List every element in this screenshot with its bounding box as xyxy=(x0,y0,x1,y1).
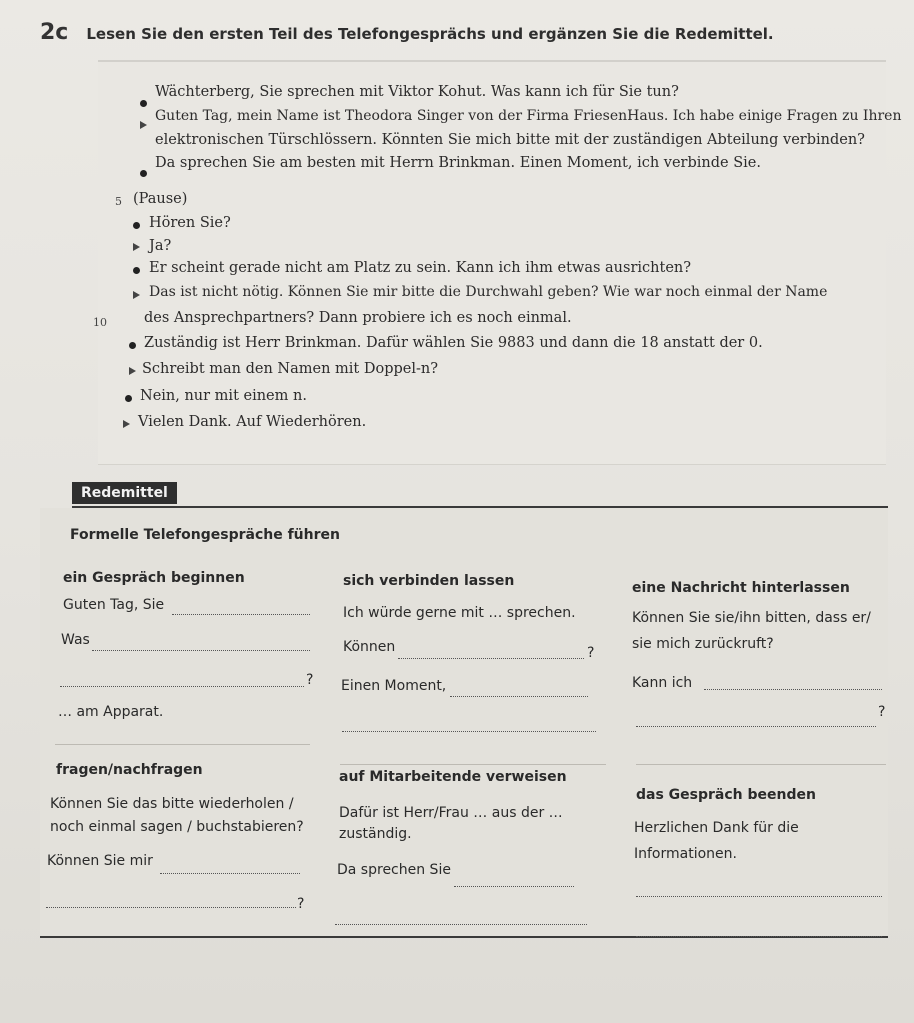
phrase-kann-ich: Kann ich xyxy=(632,675,693,691)
redemittel-rule xyxy=(72,506,888,508)
blank-line[interactable] xyxy=(450,696,588,697)
dialog-line: Ja? xyxy=(149,238,172,254)
phrase-dank-1: Herzlichen Dank für die xyxy=(634,820,799,836)
col1-heading-ask: fragen/nachfragen xyxy=(56,762,203,778)
phrase-da-sprechen: Da sprechen Sie xyxy=(337,862,451,878)
phrase-dank-2: Informationen. xyxy=(634,846,737,862)
separator xyxy=(55,744,310,745)
col3-heading-message: eine Nachricht hinterlassen xyxy=(632,580,850,596)
col2-heading-refer: auf Mitarbeitende verweisen xyxy=(339,769,567,785)
speaker-triangle xyxy=(140,121,147,129)
separator xyxy=(636,764,886,765)
dialog-line: elektronischen Türschlössern. Könnten Sie mich bitte mit der zuständigen Abteilung verbinden? xyxy=(155,132,865,148)
phrase-wiederholen-1: Können Sie das bitte wiederholen / xyxy=(50,796,294,812)
question-mark: ? xyxy=(587,645,595,661)
blank-line[interactable] xyxy=(335,924,587,925)
dialog-line: des Ansprechpartners? Dann probiere ich es noch einmal. xyxy=(144,310,572,326)
speaker-bullet xyxy=(125,395,132,402)
task-instruction: Lesen Sie den ersten Teil des Telefongesprächs und ergänzen Sie die Redemittel. xyxy=(86,25,774,43)
blank-line[interactable] xyxy=(342,731,596,732)
redemittel-title: Formelle Telefongespräche führen xyxy=(70,527,340,543)
dialog-line: Zuständig ist Herr Brinkman. Dafür wählen Sie 9883 und dann die 18 anstatt der 0. xyxy=(144,335,763,351)
dialog-line: Nein, nur mit einem n. xyxy=(140,388,307,404)
blank-line[interactable] xyxy=(46,907,296,908)
blank-line[interactable] xyxy=(636,726,876,727)
task-number: 2c xyxy=(40,20,69,45)
blank-line[interactable] xyxy=(172,614,310,615)
blank-line[interactable] xyxy=(92,650,310,651)
blank-line[interactable] xyxy=(704,689,882,690)
line-number: 10 xyxy=(93,316,107,329)
blank-line[interactable] xyxy=(398,658,584,659)
phrase-was: Was xyxy=(61,632,90,648)
task-header xyxy=(40,20,774,45)
phrase-am-apparat: … am Apparat. xyxy=(58,704,164,720)
dialog-line: Wächterberg, Sie sprechen mit Viktor Kohut. Was kann ich für Sie tun? xyxy=(155,84,679,100)
dialog-line: Hören Sie? xyxy=(149,215,231,231)
phrase-gerne-sprechen: Ich würde gerne mit … sprechen. xyxy=(343,605,576,621)
blank-line[interactable] xyxy=(636,896,882,897)
blank-line[interactable] xyxy=(160,873,300,874)
dialog-line: Er scheint gerade nicht am Platz zu sein. Kann ich ihm etwas ausrichten? xyxy=(149,260,692,276)
phrase-bitten-1: Können Sie sie/ihn bitten, dass er/ xyxy=(632,610,871,626)
speaker-bullet xyxy=(140,100,147,107)
blank-line[interactable] xyxy=(60,686,304,687)
speaker-bullet xyxy=(133,222,140,229)
dialog-line: Vielen Dank. Auf Wiederhören. xyxy=(138,414,367,430)
line-number: 5 xyxy=(115,195,122,208)
blank-line[interactable] xyxy=(636,936,882,937)
phrase-koennen-mir: Können Sie mir xyxy=(47,853,153,869)
dialog-line: Das ist nicht nötig. Können Sie mir bitte die Durchwahl geben? Wie war noch einmal der Name xyxy=(149,284,828,300)
speaker-bullet xyxy=(133,267,140,274)
phrase-wiederholen-2: noch einmal sagen / buchstabieren? xyxy=(50,819,304,835)
question-mark: ? xyxy=(297,896,305,912)
phrase-bitten-2: sie mich zurückruft? xyxy=(632,636,774,652)
blank-line[interactable] xyxy=(454,886,574,887)
speaker-triangle xyxy=(129,367,136,375)
col1-heading-begin: ein Gespräch beginnen xyxy=(63,570,245,586)
phrase-einen-moment: Einen Moment, xyxy=(341,678,447,694)
phrase-koennen: Können xyxy=(343,639,396,655)
dialog-line: Schreibt man den Namen mit Doppel-n? xyxy=(142,361,438,377)
speaker-triangle xyxy=(133,243,140,251)
redemittel-label: Redemittel xyxy=(72,482,177,504)
phrase-guten-tag: Guten Tag, Sie xyxy=(63,597,165,613)
question-mark: ? xyxy=(878,704,886,720)
speaker-bullet xyxy=(129,342,136,349)
dialog-line: Da sprechen Sie am besten mit Herrn Brinkman. Einen Moment, ich verbinde Sie. xyxy=(155,155,761,171)
speaker-triangle xyxy=(123,420,130,428)
phrase-zustaendig-2: zuständig. xyxy=(339,826,412,842)
phrase-zustaendig-1: Dafür ist Herr/Frau … aus der … xyxy=(339,805,563,821)
speaker-triangle xyxy=(133,291,140,299)
col2-heading-connect: sich verbinden lassen xyxy=(343,573,515,589)
col3-heading-end: das Gespräch beenden xyxy=(636,787,816,803)
question-mark: ? xyxy=(306,672,314,688)
dialog-line: (Pause) xyxy=(133,191,188,207)
dialog-line: Guten Tag, mein Name ist Theodora Singer von der Firma FriesenHaus. Ich habe einige Fragen zu Ihren xyxy=(155,108,902,124)
speaker-bullet xyxy=(140,170,147,177)
separator xyxy=(340,764,606,765)
